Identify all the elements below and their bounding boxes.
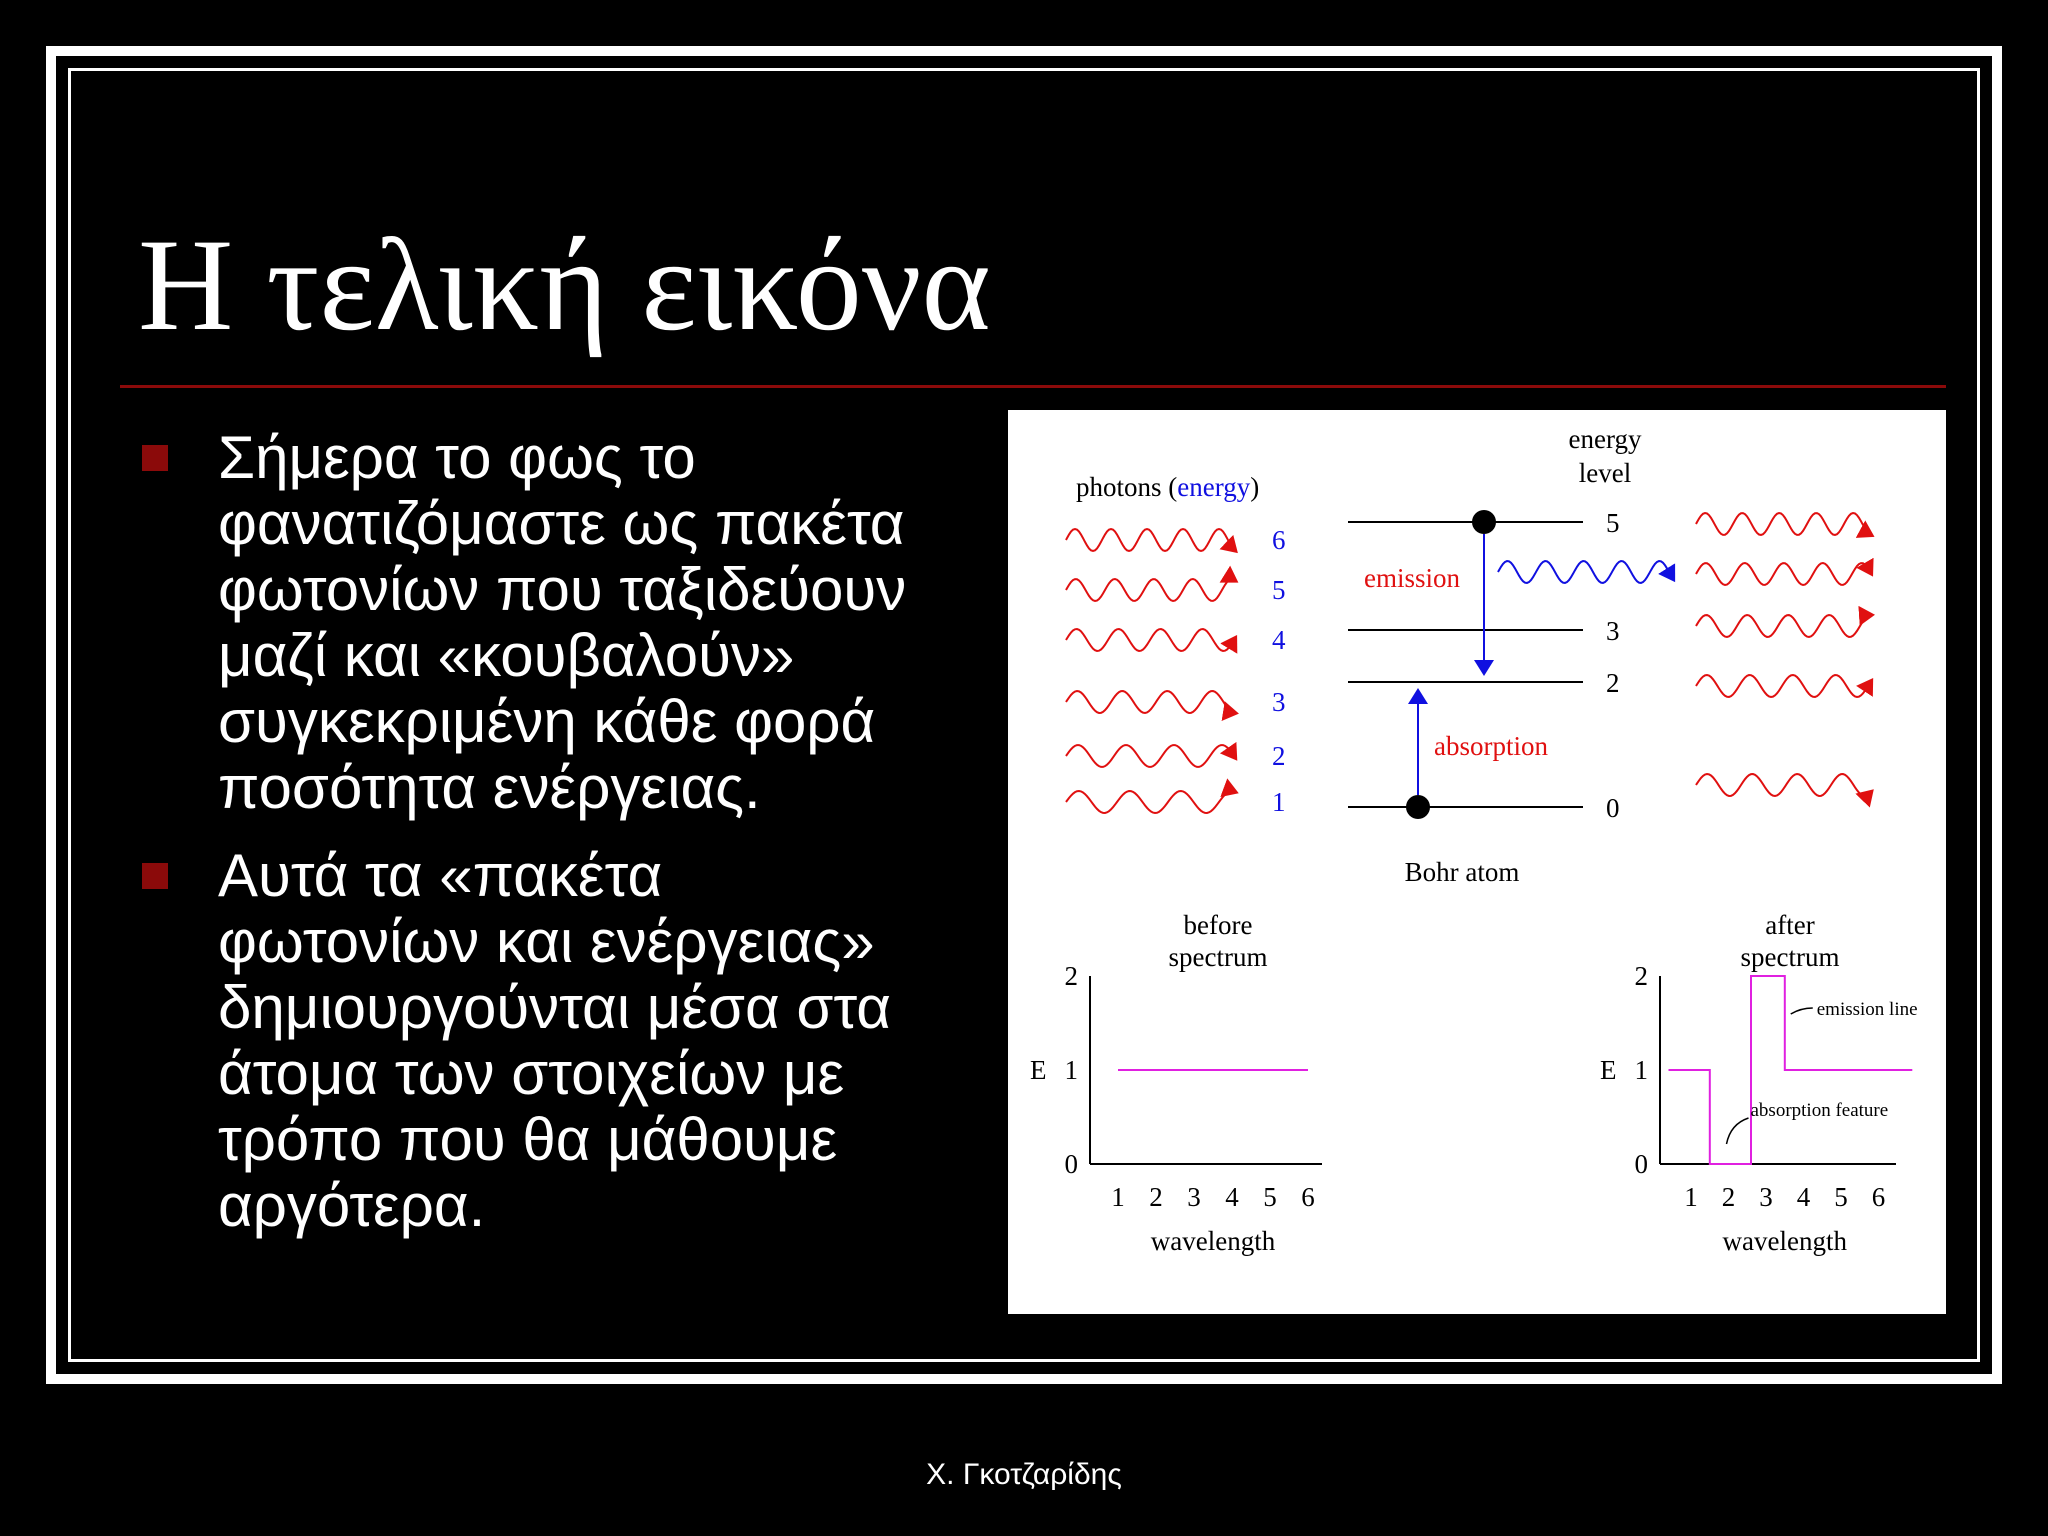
photon-energy-label: 2 <box>1272 741 1286 771</box>
photon-wave <box>1066 529 1235 551</box>
bohr-atom-diagram <box>1008 410 1946 1314</box>
photon-energy-label: 4 <box>1272 625 1286 655</box>
slide-footer-author: Χ. Γκοτζαρίδης <box>926 1458 1122 1491</box>
photon-wave <box>1066 791 1235 813</box>
photon-energy-label: 1 <box>1272 787 1286 817</box>
absorption-feature-annotation: absorption feature <box>1750 1100 1889 1121</box>
x-tick-label: 1 <box>1684 1182 1698 1212</box>
x-axis-label: wavelength <box>1150 1226 1276 1256</box>
photon-wave <box>1066 629 1235 651</box>
energy-level-label-line2: level <box>1578 458 1632 488</box>
photon-wave <box>1066 745 1235 767</box>
photon-energy-label: 3 <box>1272 687 1286 717</box>
before-spectrum-chart <box>1030 910 1322 1256</box>
y-tick-label: 2 <box>1634 961 1648 991</box>
photon-wave <box>1696 675 1871 697</box>
after-spectrum-chart <box>1600 910 1918 1256</box>
absorption-label: absorption <box>1434 731 1548 761</box>
emission-label: emission <box>1364 563 1461 593</box>
x-tick-label: 5 <box>1263 1182 1277 1212</box>
level-label: 5 <box>1606 508 1620 538</box>
energy-level-label-line1: energy <box>1568 424 1642 454</box>
y-axis-label: E <box>1600 1055 1617 1085</box>
annotation-pointer <box>1791 1008 1813 1014</box>
photon-energy-label: 6 <box>1272 525 1286 555</box>
x-axis-label: wavelength <box>1722 1226 1847 1256</box>
photon-wave <box>1066 579 1235 601</box>
x-tick-label: 4 <box>1796 1182 1811 1212</box>
y-axis-label: E <box>1030 1055 1047 1085</box>
bullet-item <box>140 843 1000 1239</box>
x-tick-label: 5 <box>1834 1182 1848 1212</box>
x-tick-label: 4 <box>1225 1182 1239 1212</box>
spectrum-title: after spectrum <box>1740 910 1840 972</box>
photon-energy-label: 5 <box>1272 575 1286 605</box>
y-tick-label: 1 <box>1634 1055 1648 1085</box>
y-tick-label: 1 <box>1064 1055 1078 1085</box>
emission-line-annotation: emission line <box>1816 999 1918 1020</box>
bullet-item <box>140 425 1000 821</box>
emitted-photon-wave <box>1498 561 1673 583</box>
bullet-text: Σήμερα το φως το φανατιζόμαστε ως πακέτα φωτονίων που ταξιδεύουν μαζί και «κουβαλούν» συγκεκριμένη κάθε φορά ποσότητα ενέργειας. <box>218 424 907 821</box>
bullet-list <box>140 425 1000 1261</box>
x-tick-label: 2 <box>1149 1182 1163 1212</box>
y-tick-label: 0 <box>1634 1149 1648 1179</box>
bohr-atom-figure <box>1008 410 1946 1314</box>
x-tick-label: 1 <box>1111 1182 1125 1212</box>
photon-wave <box>1696 774 1871 796</box>
level-label: 0 <box>1606 793 1620 823</box>
photon-wave <box>1066 691 1235 713</box>
photon-wave <box>1696 563 1871 585</box>
x-tick-label: 2 <box>1721 1182 1736 1212</box>
photon-wave <box>1696 615 1871 637</box>
title-divider <box>120 385 1946 388</box>
annotation-pointer <box>1727 1118 1749 1144</box>
outgoing-photons <box>1696 513 1871 796</box>
x-tick-label: 6 <box>1301 1182 1315 1212</box>
photon-wave <box>1696 513 1871 535</box>
square-bullet-icon <box>142 863 168 889</box>
photons-label: photons (energy) <box>1076 472 1260 502</box>
x-tick-label: 3 <box>1187 1182 1201 1212</box>
bohr-atom-label: Bohr atom <box>1404 857 1520 887</box>
incoming-photons <box>1066 525 1286 817</box>
bullet-text: Αυτά τα «πακέτα φωτονίων και ενέργειας» δημιουργούνται μέσα στα άτομα των στοιχείων με τρόπο που θα μάθουμε αργότερα. <box>218 842 891 1239</box>
spectrum-title: before spectrum <box>1168 910 1268 972</box>
level-label: 2 <box>1606 668 1620 698</box>
electron-dot <box>1406 795 1430 819</box>
y-tick-label: 0 <box>1064 1149 1078 1179</box>
x-tick-label: 3 <box>1759 1182 1773 1212</box>
x-tick-label: 6 <box>1871 1182 1886 1212</box>
square-bullet-icon <box>142 445 168 471</box>
y-tick-label: 2 <box>1064 961 1078 991</box>
slide-title: Η τελική εικόνα <box>138 211 991 358</box>
electron-dot <box>1472 510 1496 534</box>
level-label: 3 <box>1606 616 1620 646</box>
